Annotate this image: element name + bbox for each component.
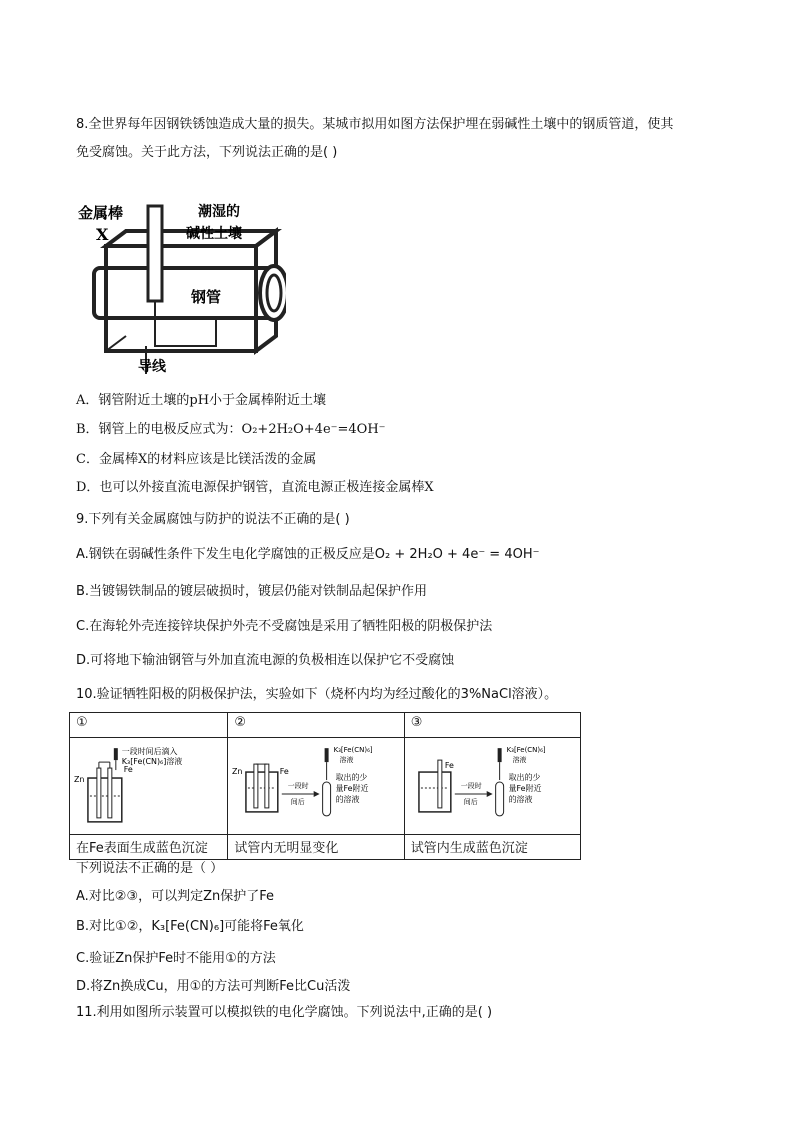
table-header-1: ① <box>70 713 228 738</box>
experiment-2-take-2: 量Fe附近 <box>335 783 369 793</box>
experiment-2-reagent-1: K₃[Fe(CN)₆] <box>333 746 373 755</box>
table-figure-row <box>70 738 581 835</box>
q8-label-x: X <box>96 225 109 244</box>
q8-figure-pipe-protection <box>76 196 286 376</box>
q10-experiment-table <box>69 712 581 860</box>
q10-stem: 10.验证牺牲阳极的阴极保护法，实验如下（烧杯内均为经过酸化的3%NaCl溶液）。 <box>76 687 558 702</box>
table-header-2: ② <box>228 713 404 738</box>
q10-option-c: C.验证Zn保护Fe时不能用①的方法 <box>76 951 276 966</box>
q9-option-a: A.钢铁在弱碱性条件下发生电化学腐蚀的正极反应是O₂ + 2H₂O + 4e⁻ = 4OH⁻ <box>76 547 540 562</box>
experiment-2-figure <box>228 738 403 834</box>
experiment-1-text-2: K₃[Fe(CN)₆]溶液 <box>121 757 183 767</box>
table-header-row <box>70 713 581 738</box>
q9-option-c: C.在海轮外壳连接锌块保护外壳不受腐蚀是采用了牺牲阳极的阴极保护法 <box>76 619 493 634</box>
experiment-3-reagent-2: 溶液 <box>512 756 527 765</box>
table-result-3: 试管内生成蓝色沉淀 <box>404 835 580 860</box>
q8-option-a: A．钢管附近土壤的pH小于金属棒附近土壤 <box>76 393 327 408</box>
q8-figure-svg <box>76 196 286 376</box>
q8-stem-line1: 8.全世界每年因钢铁锈蚀造成大量的损失。某城市拟用如图方法保护埋在弱碱性土壤中的钢质管道，使其 <box>76 117 674 132</box>
q10-option-a: A.对比②③，可以判定Zn保护了Fe <box>76 889 275 904</box>
q9-option-d: D.可将地下输油钢管与外加直流电源的负极相连以保护它不受腐蚀 <box>76 653 455 668</box>
q8-label-soil-2: 碱性土壤 <box>186 226 242 242</box>
experiment-2-arrow-text-1: 一段时 <box>288 781 310 790</box>
table-result-1: 在Fe表面生成蓝色沉淀 <box>70 835 228 860</box>
q8-option-b: B．钢管上的电极反应式为：O₂+2H₂O+4e⁻=4OH⁻ <box>76 422 386 437</box>
q8-label-rod: 金属棒 <box>78 204 124 222</box>
table-figure-3 <box>404 738 580 835</box>
table-result-row <box>70 835 581 860</box>
q11-stem: 11.利用如图所示装置可以模拟铁的电化学腐蚀。下列说法中,正确的是( ) <box>76 1005 493 1020</box>
table-header-3: ③ <box>404 713 580 738</box>
experiment-1-zn-label: Zn <box>73 775 85 785</box>
experiment-1-fe-label: Fe <box>123 765 133 775</box>
q8-option-c: C．金属棒X的材料应该是比镁活泼的金属 <box>76 452 317 467</box>
table-figure-2 <box>228 738 404 835</box>
experiment-2-fe-label: Fe <box>280 767 290 777</box>
experiment-3-arrow-text-2: 间后 <box>463 797 478 806</box>
experiment-2-take-1: 取出的少 <box>335 773 368 783</box>
q10-sub-stem: 下列说法不正确的是（ ） <box>76 861 224 876</box>
experiment-2-arrow-text-2: 间后 <box>291 797 306 806</box>
q8-stem-line2: 免受腐蚀。关于此方法，下列说法正确的是( ) <box>76 145 338 160</box>
experiment-2-zn-label: Zn <box>232 767 243 777</box>
experiment-3-figure <box>405 738 580 834</box>
experiment-3-take-1: 取出的少 <box>508 773 541 783</box>
q8-label-wire: 导线 <box>138 359 166 375</box>
experiment-3-arrow-text-1: 一段时 <box>460 781 482 790</box>
experiment-2-reagent-2: 溶液 <box>339 756 354 765</box>
experiment-3-reagent-1: K₃[Fe(CN)₆] <box>506 746 546 755</box>
experiment-2-take-3: 的溶液 <box>335 794 360 804</box>
q10-option-b: B.对比①②，K₃[Fe(CN)₆]可能将Fe氧化 <box>76 919 304 934</box>
experiment-1-text-1: 一段时间后滴入 <box>121 747 178 757</box>
experiment-1-figure <box>70 738 227 834</box>
experiment-3-take-3: 的溶液 <box>508 794 533 804</box>
q10-option-d: D.将Zn换成Cu，用①的方法可判断Fe比Cu活泼 <box>76 979 351 994</box>
q9-option-b: B.当镀锡铁制品的镀层破损时，镀层仍能对铁制品起保护作用 <box>76 584 428 599</box>
table-result-2: 试管内无明显变化 <box>228 835 404 860</box>
table-figure-1 <box>70 738 228 835</box>
q9-stem: 9.下列有关金属腐蚀与防护的说法不正确的是( ) <box>76 512 350 527</box>
experiment-3-take-2: 量Fe附近 <box>508 783 542 793</box>
q8-label-pipe: 钢管 <box>191 288 222 306</box>
experiment-3-fe-label: Fe <box>444 761 454 771</box>
q8-option-d: D．也可以外接直流电源保护钢管，直流电源正极连接金属棒X <box>76 480 434 495</box>
q8-label-soil-1: 潮湿的 <box>198 204 240 220</box>
